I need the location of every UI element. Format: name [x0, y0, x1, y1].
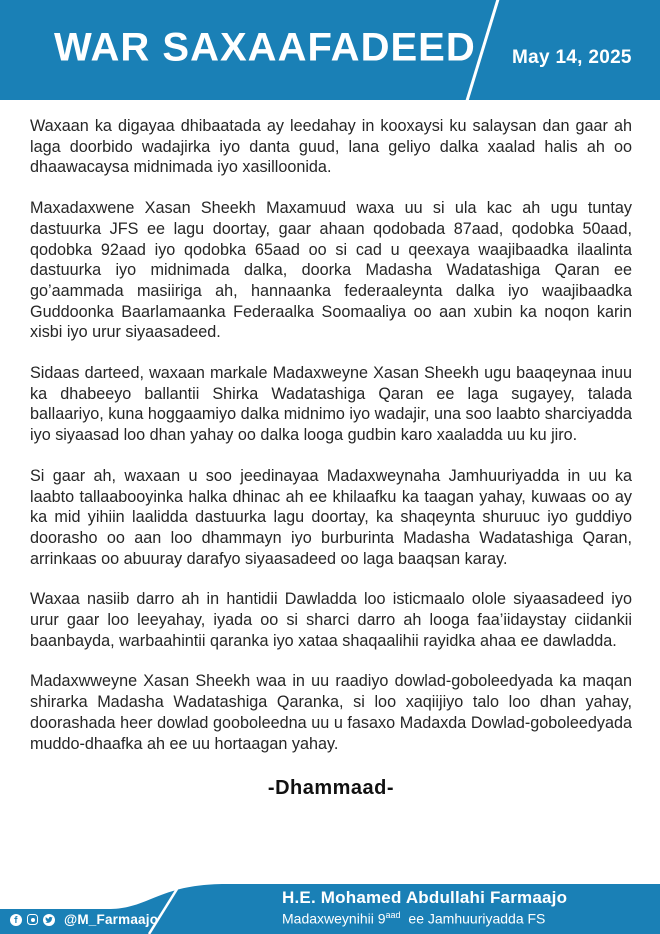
author-title-ordinal: aad: [385, 910, 401, 920]
header-banner: [0, 0, 660, 100]
twitter-icon[interactable]: [43, 914, 55, 926]
press-release-paragraph: Waxaan ka digayaa dhibaatada ay leedahay in kooxaysi ku salaysan dan gaar ah laga doorbido wadajirka iyo danta guud, lana geliyo dalka xaalad halis ah oo dhaawacaysa midnimada iyo xasilloonida.: [30, 117, 632, 177]
page-title: WAR SAXAAFADEED: [54, 25, 476, 70]
social-handle[interactable]: @M_Farmaajo: [64, 912, 159, 927]
press-release-paragraph: Madaxwweyne Xasan Sheekh waa in uu raadiyo dowlad-goboleedyada ka maqan shirarka Madasha Wadatashiga Qaranka, si loo xaqiijiyo talo loo dhan yahay, doorashada heer dowlad gooboleedna uu u fasaxo Madaxda Dowlad-goboleedyada muddo-dhaafka ah ee uu hortaagan yahay.: [30, 672, 632, 753]
signature-block: [282, 888, 567, 927]
press-release-paragraph: Maxadaxwene Xasan Sheekh Maxamuud waxa uu si ula kac ah ugu tuntay dastuurka JFS ee lagu doortay, gaar ahaan qodobada 87aad, qodobka 50aad, qodobka 92aad iyo qodobka 65aad oo si cad u qeexaya waajibaadka ilaalinta dastuurka iyo midnimada dalka, doorka Madasha Wadatashiga Qaran ee go’aammada masiiriga ah, hannaanka federaaleynta dalka iyo waajibaadka Guddoonka Baarlamaanka Federaalka Soomaaliya oo aan xubin ka noqon karin xisbi iyo urur siyaasadeed.: [30, 199, 632, 342]
author-title-suffix: ee Jamhuuriyadda FS: [404, 910, 546, 927]
instagram-icon[interactable]: [27, 914, 38, 925]
author-title-prefix: Madaxweynihii 9: [282, 910, 386, 927]
footer-banner: [0, 882, 660, 934]
end-marker: -Dhammaad-: [267, 777, 395, 800]
author-name: H.E. Mohamed Abdullahi Farmaajo: [282, 888, 568, 907]
press-release-paragraph: Sidaas darteed, waxaan markale Madaxweyne Xasan Sheekh ugu baaqeynaa inuu ka dhabeeyo ballantii Shirka Wadatashiga Qaran ee laga sugayey, talada ballaariyo, kuna hoggaamiyo dalka midnimo iyo wadajir, una soo laabto sharciyadda iyo siyaasad loo dhan yahay oo dalka looga gudbin karo xaaladda uu ku jiro.: [30, 364, 632, 445]
press-release-body: [0, 100, 660, 799]
author-title: [282, 910, 567, 927]
press-release-paragraph: Si gaar ah, waxaan u soo jeedinayaa Madaxweynaha Jamhuuriyadda in uu ka laabto tallaabooyinka halka dhinac ah ee khilaafku ka taagan yahay, kuwaas oo ay ka mid yihiin laalidda dastuurka lagu doortay, ka shaqeynta shuruuc iyo guddiyo doorasho oo aan loo dhammayn iyo burburinta Madasha Wadatashiga Qaran, arrinkaas oo abuuray darafyo siyaasadeed oo laga baaqsan karay.: [30, 466, 632, 568]
social-links: [10, 912, 158, 927]
press-release-paragraph: Waxaa nasiib darro ah in hantidii Dawladda loo isticmaalo olole siyaasadeed iyo urur gaar loo leeyahay, iyada oo si sharci darro ah looga faa’iidaystay ciidankii baanbayda, warbaahintii qaranka iyo xataa shaqaalihii rayidka ahaa ee dawladda.: [30, 590, 632, 650]
facebook-icon[interactable]: [10, 914, 22, 926]
date-label: May 14, 2025: [512, 47, 632, 68]
